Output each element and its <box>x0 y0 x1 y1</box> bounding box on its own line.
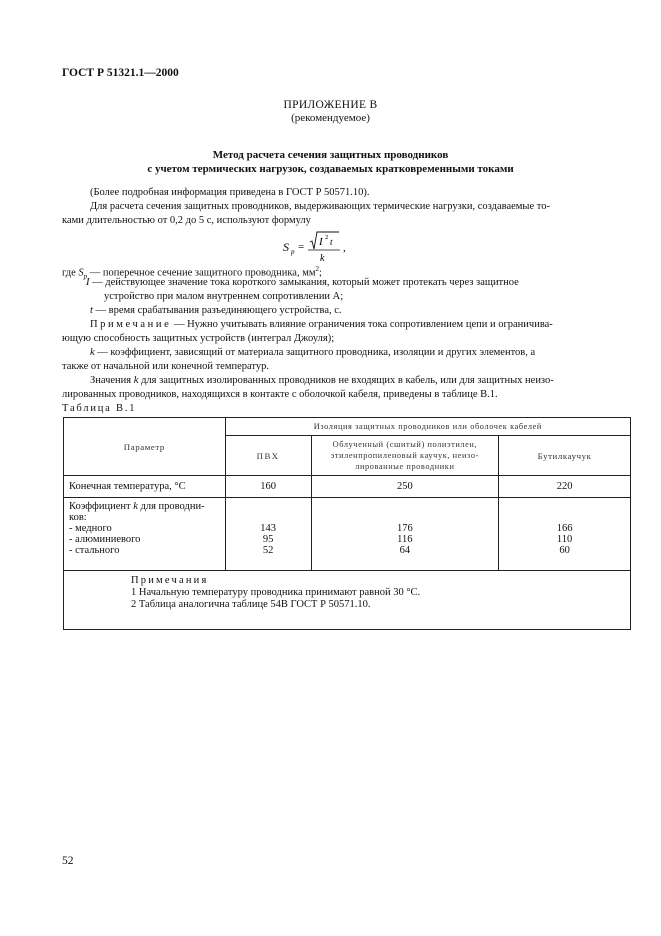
standard-number: ГОСТ Р 51321.1—2000 <box>62 67 179 79</box>
formula-cross-section <box>283 230 403 266</box>
cell-temp-butyl: 220 <box>499 476 631 498</box>
cell-temp-polyethylene: 250 <box>311 476 499 498</box>
cell-coef-butyl: 166 110 60 <box>499 498 631 571</box>
definition-t: t — время срабатывания разъединяющего устройства, с. <box>90 305 342 316</box>
paragraph-intro: Для расчета сечения защитных проводников, выдерживающих термические нагрузки, создаваемые то- <box>90 201 550 212</box>
definition-k: k — коэффициент, зависящий от материала защитного проводника, изоляции и других элементов, а <box>90 347 536 358</box>
definition-i-cont: устройство при малом внутреннем сопротивлении А; <box>104 291 344 302</box>
formula-comma: , <box>343 242 346 254</box>
values-reference: Значения k для защитных изолированных проводников не входящих в кабель, или для защитных неизо- <box>90 375 554 386</box>
header-insulation-group: Изоляция защитных проводников или оболочек кабелей <box>225 418 630 436</box>
cell-coef-label: Коэффициент k для проводни- ков: - медного - алюминиевого - стального <box>64 498 226 571</box>
paragraph-reference: (Более подробная информация приведена в ГОСТ Р 50571.10). <box>90 187 370 198</box>
formula-lhs: S <box>283 240 289 254</box>
table-row <box>64 498 631 571</box>
cell-coef-polyethylene: 176 116 64 <box>311 498 499 571</box>
cell-temp-pvc: 160 <box>225 476 311 498</box>
note-joule: Примечание — Нужно учитывать влияние ограничения тока сопротивлением цепи и ограничива- <box>90 319 553 330</box>
coef-label-copper: - медного <box>69 523 112 534</box>
note-1: 1 Начальную температуру проводника принимают равной 30 °С. <box>131 587 421 598</box>
values-reference-cont: лированных проводников, находящихся в контакте с оболочкой кабеля, приведены в таблице В.1. <box>62 389 498 400</box>
table-caption: Таблица В.1 <box>62 403 137 414</box>
paragraph-intro-cont: ками длительностью от 0,2 до 5 с, используют формулу <box>62 215 311 226</box>
annex-label: ПРИЛОЖЕНИЕ В <box>283 99 378 111</box>
note-2: 2 Таблица аналогична таблице 54В ГОСТ Р 50571.10. <box>131 599 371 610</box>
formula-den: k <box>320 253 325 264</box>
table-notes <box>64 571 631 630</box>
formula-num: I <box>319 236 323 248</box>
cell-coef-pvc: 143 95 52 <box>225 498 311 571</box>
header-butyl: Бутилкаучук <box>499 436 631 476</box>
coef-label-aluminium: - алюминиевого <box>69 534 141 545</box>
annex-title-line-1: Метод расчета сечения защитных проводников <box>212 149 449 161</box>
definition-s: где $S_p$ — поперечное сечение защитного проводника, $мм^2$; <box>62 265 322 281</box>
formula-lhs-sub: p <box>291 248 295 256</box>
formula-num-t: t <box>330 237 333 247</box>
annex-status: (рекомендуемое) <box>291 112 370 124</box>
header-pvc: ПВХ <box>225 436 311 476</box>
definition-k-cont: также от начальной или конечной температур. <box>62 361 269 372</box>
note-joule-cont: ющую способность защитных устройств (интеграл Джоуля); <box>62 333 335 344</box>
header-parameter: Параметр <box>64 418 226 476</box>
notes-title: Примечания <box>131 575 209 586</box>
definition-i: I — действующее значение тока короткого замыкания, который может протекать через защитное <box>86 277 519 288</box>
formula-num-sup: 2 <box>325 234 329 241</box>
annex-title-line-2: с учетом термических нагрузок, создаваемых кратковременными токами <box>147 163 514 175</box>
page-number: 52 <box>62 855 74 867</box>
table-notes-row <box>64 571 631 630</box>
table-row <box>64 476 631 498</box>
header-polyethylene: Облученный (сшитый) полиэтилен, этиленпропиленовый каучук, неизо-лированные проводники <box>311 436 499 476</box>
cell-temp-label: Конечная температура, °С <box>64 476 226 498</box>
table-b1 <box>63 417 631 630</box>
coef-label-steel: - стального <box>69 545 120 556</box>
annex-title <box>0 148 661 176</box>
formula-equals: = <box>298 241 305 253</box>
